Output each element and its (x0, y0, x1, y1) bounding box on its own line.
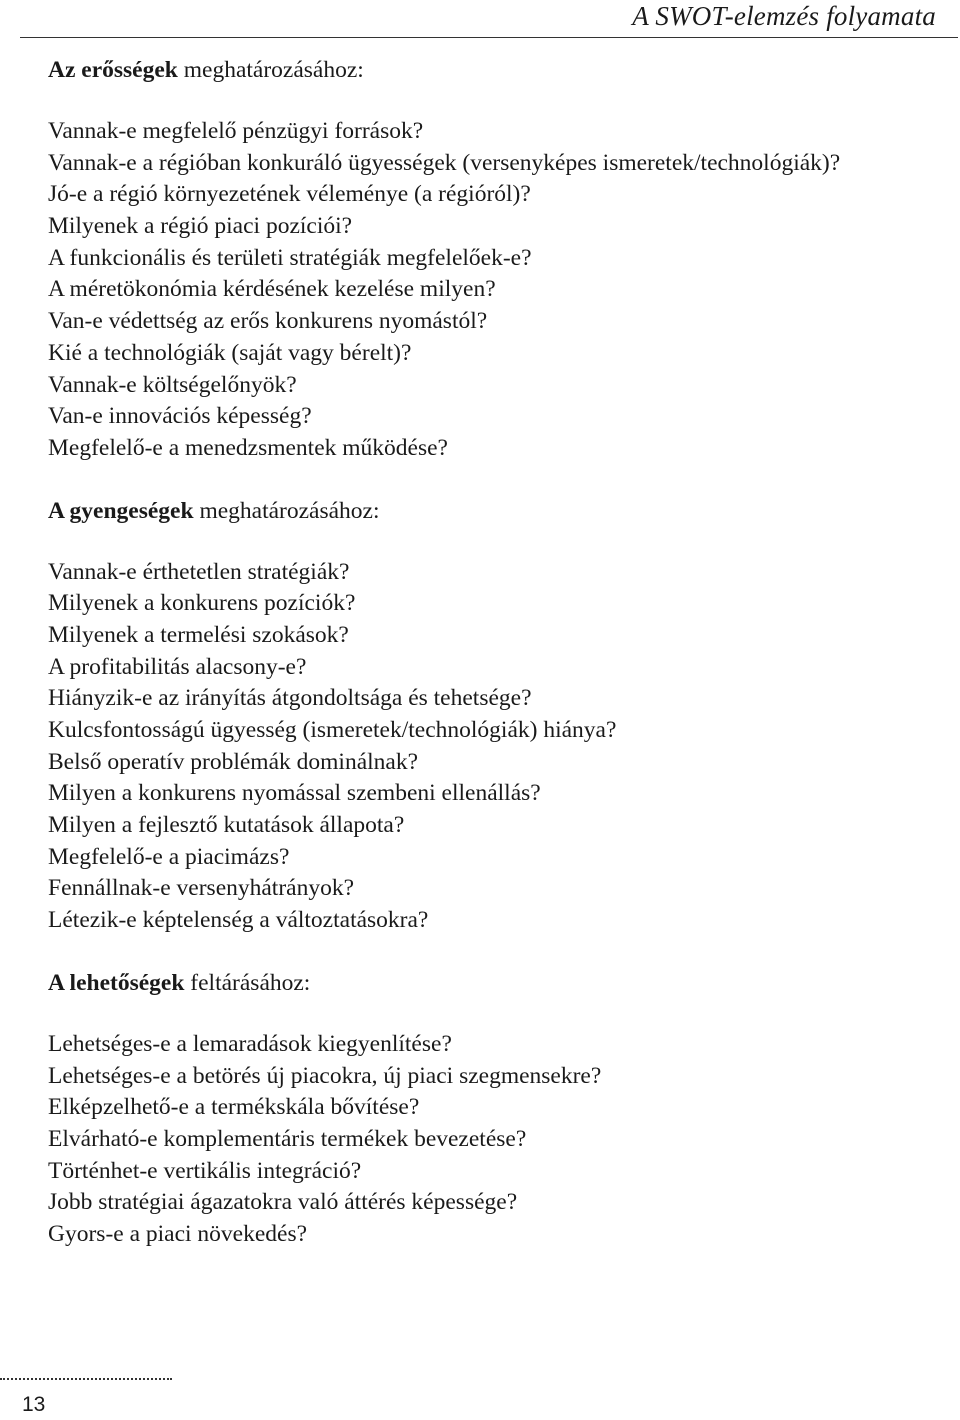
running-header-title: A SWOT-elemzés folyamata (632, 1, 936, 31)
list-item: Lehetséges-e a betörés új piacokra, új piaci szegmensekre? (48, 1062, 602, 1089)
section-heading (48, 54, 928, 86)
list-item: Létezik-e képtelenség a változtatásokra? (48, 907, 429, 934)
list-item: A méretökonómia kérdésének kezelése milyen? (48, 276, 496, 303)
running-header (20, 0, 958, 38)
section-strengths (48, 54, 928, 465)
list-item: Vannak-e a régióban konkuráló ügyességek (versenyképes ismeretek/technológiák)? (48, 149, 841, 176)
question-list (48, 116, 928, 465)
list-item: Jó-e a régió környezetének véleménye (a régióról)? (48, 181, 531, 208)
list-item: Hiányzik-e az irányítás átgondoltsága és tehetsége? (48, 685, 532, 712)
list-item: Milyenek a régió piaci pozíciói? (48, 213, 353, 240)
section-heading-rest: meghatározásához: (193, 497, 380, 524)
list-item: Belső operatív problémák dominálnak? (48, 748, 419, 775)
question-list (48, 1029, 928, 1251)
section-heading-bold: Az erősségek (48, 57, 178, 83)
list-item: Kulcsfontosságú ügyesség (ismeretek/technológiák) hiánya? (48, 717, 617, 743)
list-item: Gyors-e a piaci növekedés? (48, 1220, 308, 1247)
section-heading-rest: feltárásához: (184, 969, 311, 996)
section-heading-bold: A lehetőségek (48, 969, 185, 996)
section-heading (48, 967, 928, 999)
section-weaknesses (48, 495, 928, 937)
list-item: Jobb stratégiai ágazatokra való áttérés képessége? (48, 1189, 518, 1216)
list-item: Milyenek a konkurens pozíciók? (48, 590, 356, 617)
list-item: Történhet-e vertikális integráció? (48, 1157, 362, 1184)
list-item: Kié a technológiák (saját vagy bérelt)? (48, 339, 412, 366)
list-item: Fennállnak-e versenyhátrányok? (48, 875, 355, 902)
section-heading-rest: meghatározásához: (177, 57, 364, 83)
list-item: Lehetséges-e a lemaradások kiegyenlítése? (48, 1030, 452, 1057)
list-item: Megfelelő-e a menedzsmentek működése? (48, 434, 448, 461)
list-item: Van-e innovációs képesség? (48, 403, 312, 430)
list-item: Van-e védettség az erős konkurens nyomástól? (48, 308, 488, 335)
footer-dotted-rule (0, 1378, 172, 1380)
list-item: Vannak-e érthetetlen stratégiák? (48, 558, 350, 585)
list-item: Megfelelő-e a piacimázs? (48, 843, 290, 870)
list-item: Elképzelhető-e a termékskála bővítése? (48, 1094, 420, 1121)
list-item: Vannak-e költségelőnyök? (48, 371, 297, 398)
list-item: Milyen a konkurens nyomással szembeni ellenállás? (48, 780, 541, 807)
page-content (48, 54, 928, 1251)
list-item: Vannak-e megfelelő pénzügyi források? (48, 118, 424, 144)
section-heading-bold: A gyengeségek (48, 497, 194, 524)
page-number: 13 (22, 1393, 46, 1416)
list-item: Elvárható-e komplementáris termékek bevezetése? (48, 1125, 527, 1152)
list-item: Milyen a fejlesztő kutatások állapota? (48, 812, 405, 839)
section-heading (48, 495, 928, 527)
list-item: Milyenek a termelési szokások? (48, 621, 349, 648)
list-item: A profitabilitás alacsony-e? (48, 653, 307, 680)
section-opportunities (48, 967, 928, 1251)
list-item: A funkcionális és területi stratégiák megfelelőek-e? (48, 244, 532, 271)
question-list (48, 557, 928, 937)
